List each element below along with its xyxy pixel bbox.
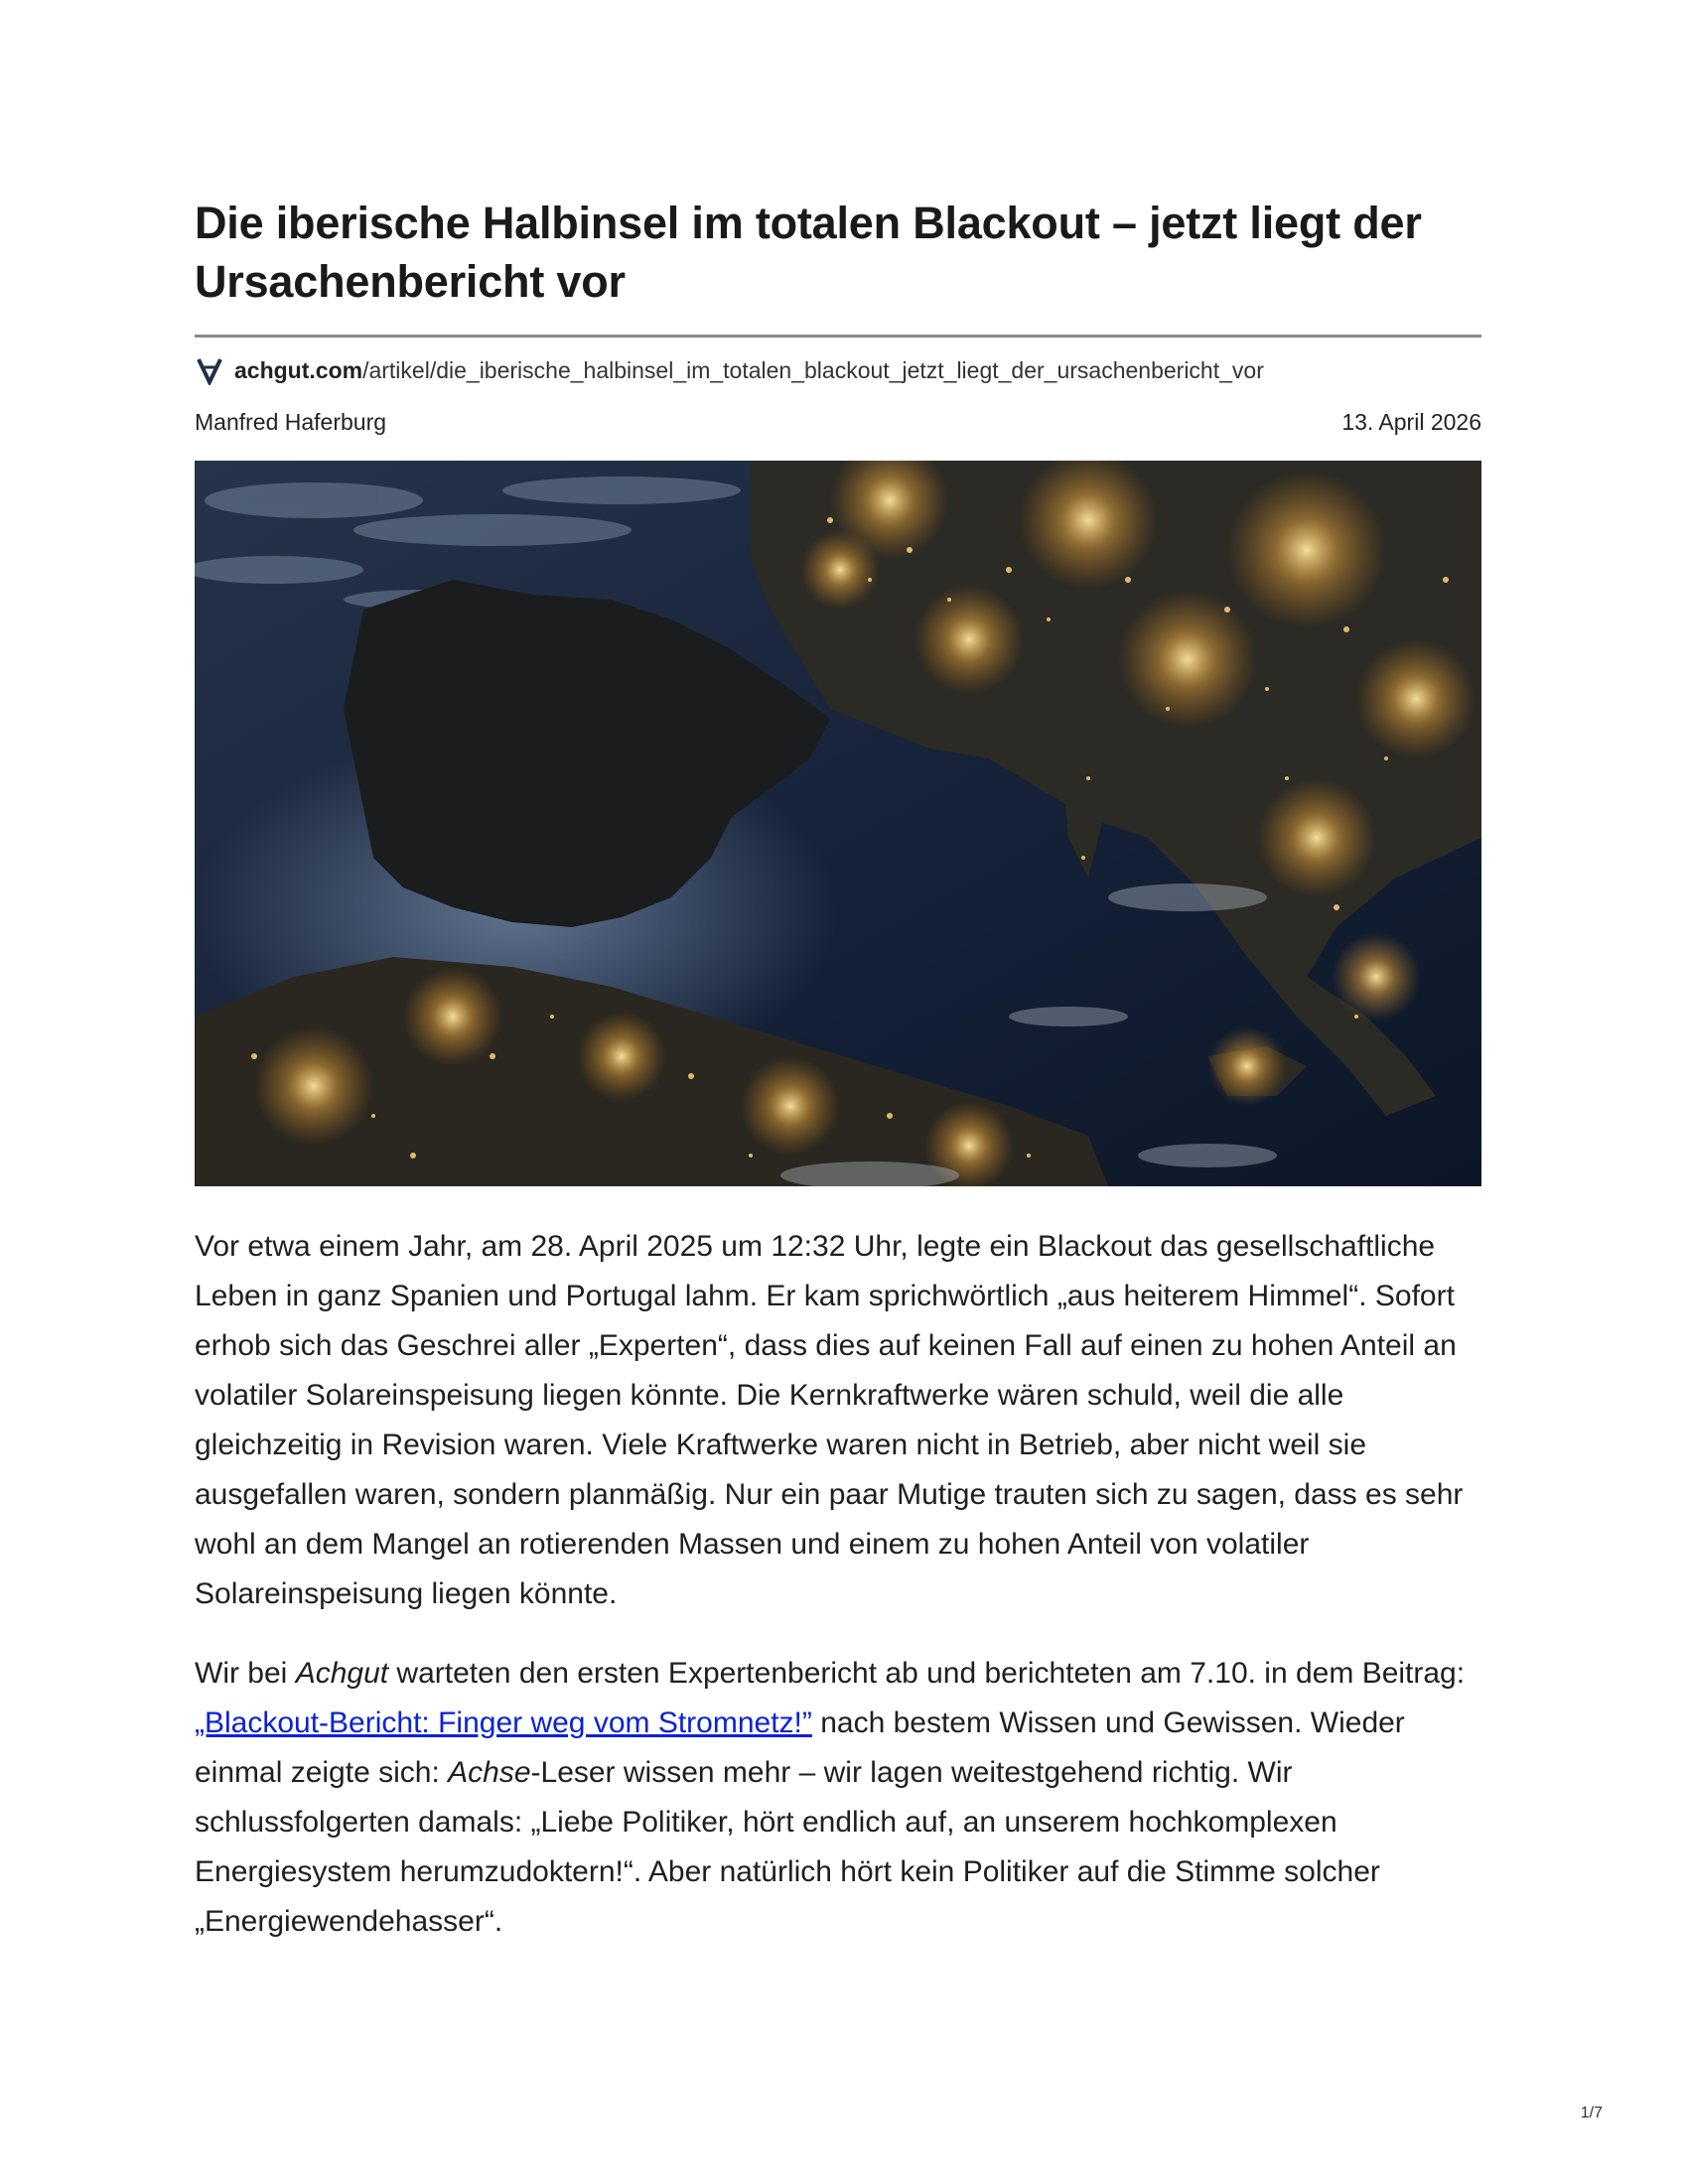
author-name: Manfred Haferburg — [195, 408, 387, 435]
source-domain: achgut.com — [234, 356, 363, 383]
achgut-logo-icon — [195, 355, 224, 385]
article-body — [195, 1222, 1481, 1947]
p2-text-1: Wir bei — [195, 1657, 296, 1690]
p2-text-4: -Leser wissen mehr – wir lagen weitestgehend richtig. Wir schlussfolgerten damals: „Liebe Politiker, hört endlich auf, an unserem hochkomplexen Energiesystem herumzudoktern!“. Aber natürlich hört kein Politiker auf die Stimme solcher „Energiewendehasser“. — [195, 1756, 1380, 1938]
article-meta — [195, 407, 1481, 437]
article-title: Die iberische Halbinsel im totalen Blackout – jetzt liegt der Ursachenbericht vor — [195, 198, 1422, 307]
page-number: 1/7 — [1580, 2105, 1603, 2121]
paragraph-2 — [195, 1649, 1481, 1947]
blackout-bericht-link[interactable]: „Blackout-Bericht: Finger weg vom Stromnetz!” — [195, 1706, 812, 1739]
p2-emphasis-achgut: Achgut — [295, 1657, 389, 1690]
title-divider — [195, 335, 1481, 338]
source-url — [195, 355, 1481, 385]
paragraph-1: Vor etwa einem Jahr, am 28. April 2025 um 12:32 Uhr, legte ein Blackout das gesellschaftliche Leben in ganz Spanien und Portugal lahm. Er kam sprichwörtlich „aus heiterem Himmel“. Sofort erhob sich das Geschrei aller „Experten“, dass dies auf keinen Fall auf einen zu hohen Anteil an volatiler Solareinspeisung liegen könnte. Die Kernkraftwerke wären schuld, weil die alle gleichzeitig in Revision waren. Viele Kraftwerke waren nicht in Betrieb, aber nicht weil sie ausgefallen waren, sondern planmäßig. Nur ein paar Mutige trauten sich zu sagen, dass es sehr wohl an dem Mangel an rotierenden Massen und einem zu hohen Anteil von volatiler Solareinspeisung liegen könnte. — [195, 1230, 1464, 1610]
article — [195, 194, 1481, 1977]
hero-image — [195, 461, 1481, 1186]
p2-text-2: warteten den ersten Expertenbericht ab und berichteten am 7.10. in dem Beitrag: — [388, 1657, 1466, 1690]
p2-text-3: nach bestem Wissen und Gewissen. Wieder einmal zeigte sich: — [195, 1706, 1405, 1789]
source-path: /artikel/die_iberische_halbinsel_im_totalen_blackout_jetzt_liegt_der_ursachenbericht_vor — [362, 356, 1264, 383]
publish-date: 13. April 2026 — [1341, 408, 1481, 435]
p2-emphasis-achse: Achse — [448, 1756, 531, 1789]
